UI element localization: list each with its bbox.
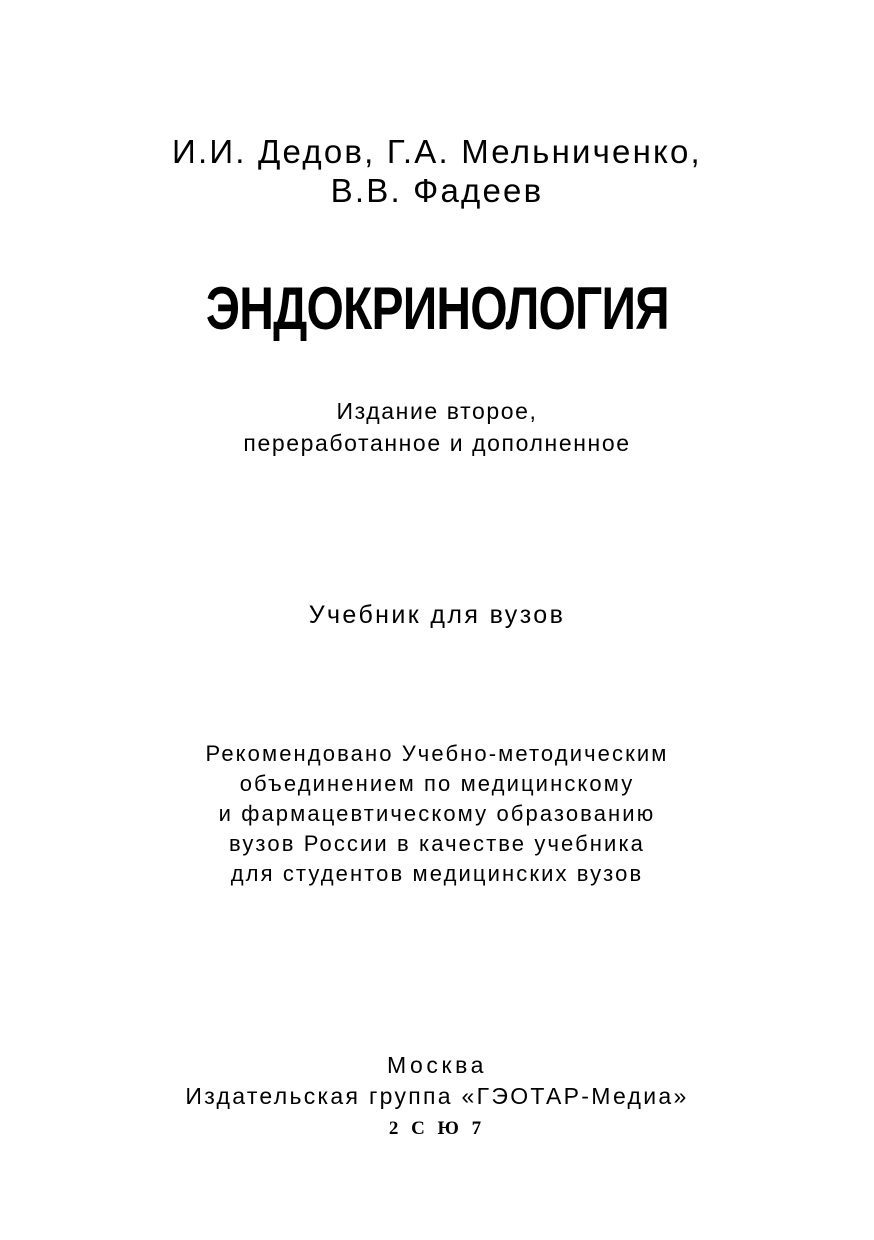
edition-line-1: Издание второе, <box>336 398 538 424</box>
authors-line-1: И.И. Дедов, Г.А. Мельниченко, <box>172 133 702 170</box>
edition-line-2: переработанное и дополненное <box>243 430 631 456</box>
imprint-city: Москва <box>386 1052 488 1078</box>
authors-line-2: В.В. Фадеев <box>330 172 544 209</box>
book-title <box>0 275 874 342</box>
imprint-publisher: Издательская группа «ГЭОТАР-Медиа» <box>185 1083 689 1109</box>
imprint-year: 2 С Ю 7 <box>388 1118 486 1139</box>
recommendation-line-1: Рекомендовано Учебно-методическим <box>205 741 669 766</box>
recommendation-line-4: вузов России в качестве учебника <box>229 831 645 856</box>
recommendation-line-2: объединением по медицинскому <box>239 771 635 796</box>
book-title-text: ЭНДОКРИНОЛОГИЯ <box>205 275 669 342</box>
book-subtitle: Учебник для вузов <box>308 601 566 629</box>
recommendation-line-3: и фармацевтическому образованию <box>218 801 656 826</box>
recommendation-line-5: для студентов медицинских вузов <box>230 861 644 886</box>
